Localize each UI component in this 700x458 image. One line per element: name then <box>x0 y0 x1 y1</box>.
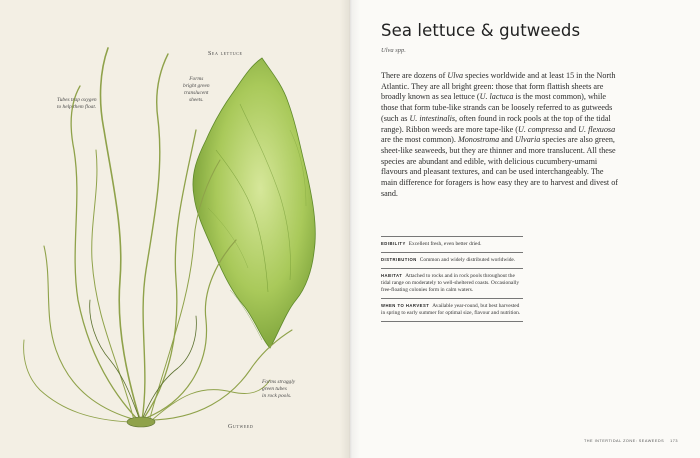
annotation-line: Forms <box>189 76 204 82</box>
annotation-line: Tubes trap oxygen <box>57 97 97 103</box>
body-text-run: and <box>499 135 515 145</box>
fact-label: HABITAT <box>381 273 403 278</box>
fact-text: Excellent fresh, even better dried. <box>408 241 482 247</box>
annotation-line: to help them float. <box>57 104 97 110</box>
body-italic-run: Ulva <box>447 71 464 80</box>
body-italic-run: Ulvaria <box>514 135 541 145</box>
right-page <box>350 0 700 458</box>
fact-text: Available year-round, but best harvested in spring to early summer for optimal size, flavour and nutrition. <box>381 303 521 316</box>
fact-label: EDIBILITY <box>381 241 406 246</box>
body-italic-run: U. compressa <box>517 124 563 134</box>
body-text-run: There are dozens of <box>381 71 448 80</box>
body-text-run: , often found in rock pools at the top of the tidal range). Ribbon weeds are more tape-like ( <box>381 113 611 134</box>
body-text-run: species worldwide and at least 15 in the North Atlantic. They are all bright green: those that form flattish sheets are broadly known as sea lettuce ( <box>381 71 616 102</box>
page-number: 173 <box>670 439 678 443</box>
fact-row <box>381 298 523 322</box>
annotation-line: Forms straggly <box>262 379 296 385</box>
fact-text: Attached to rocks and in rock pools throughout the tidal range on moderately to well-sheltered coasts. Occasionally free-floating colonies form in calm waters. <box>381 273 520 293</box>
body-text-run: is the most common), while those that form tube-like strands can be loosely referred to as gutweeds (such as <box>381 92 613 123</box>
fact-row <box>381 236 523 252</box>
latin-name: Ulva spp. <box>381 47 406 54</box>
body-paragraph <box>381 71 621 199</box>
body-italic-run: U. lactuca <box>479 92 514 102</box>
annotation-forms-tubes <box>262 379 295 400</box>
body-text-run: species are also green, sheet-like seaweeds, but they are thinner and more translucent. All these species are abundant and edible, with delicious cucumbery-umami flavours and pleasant textures, and can be used interchangeably. The main difference for foragers is how easy they are to harvest and divest of sand. <box>381 135 618 198</box>
label-sea-lettuce: Sea lettuce <box>208 51 243 57</box>
fact-row <box>381 252 523 268</box>
fact-text: Common and widely distributed worldwide. <box>419 257 516 263</box>
page-title: Sea lettuce & gutweeds <box>381 21 581 40</box>
annotation-line: green tubes <box>262 386 287 392</box>
annotation-line: bright green <box>183 83 210 89</box>
body-text-run: are the most common). <box>381 135 458 145</box>
page-footer <box>578 439 678 443</box>
sea-lettuce-drawing <box>193 58 315 348</box>
body-text-run: and <box>562 124 579 134</box>
body-italic-run: U. intestinalis <box>409 113 456 123</box>
fact-label: WHEN TO HARVEST <box>381 303 430 308</box>
label-gutweed: Gutweed <box>228 424 254 430</box>
fact-box <box>381 236 523 322</box>
annotation-forms-sheets <box>183 76 210 104</box>
body-italic-run: U. flexuosa <box>578 124 616 134</box>
body-italic-run: Monostroma <box>457 135 500 145</box>
annotation-line: translucent <box>184 90 209 96</box>
fact-row <box>381 268 523 298</box>
annotation-tubes-trap-oxygen <box>57 97 97 111</box>
annotation-line: sheets. <box>189 97 204 103</box>
annotation-line: in rock pools. <box>262 393 292 399</box>
footer-section: THE INTERTIDAL ZONE: SEAWEEDS <box>583 439 665 443</box>
fact-label: DISTRIBUTION <box>381 257 417 262</box>
